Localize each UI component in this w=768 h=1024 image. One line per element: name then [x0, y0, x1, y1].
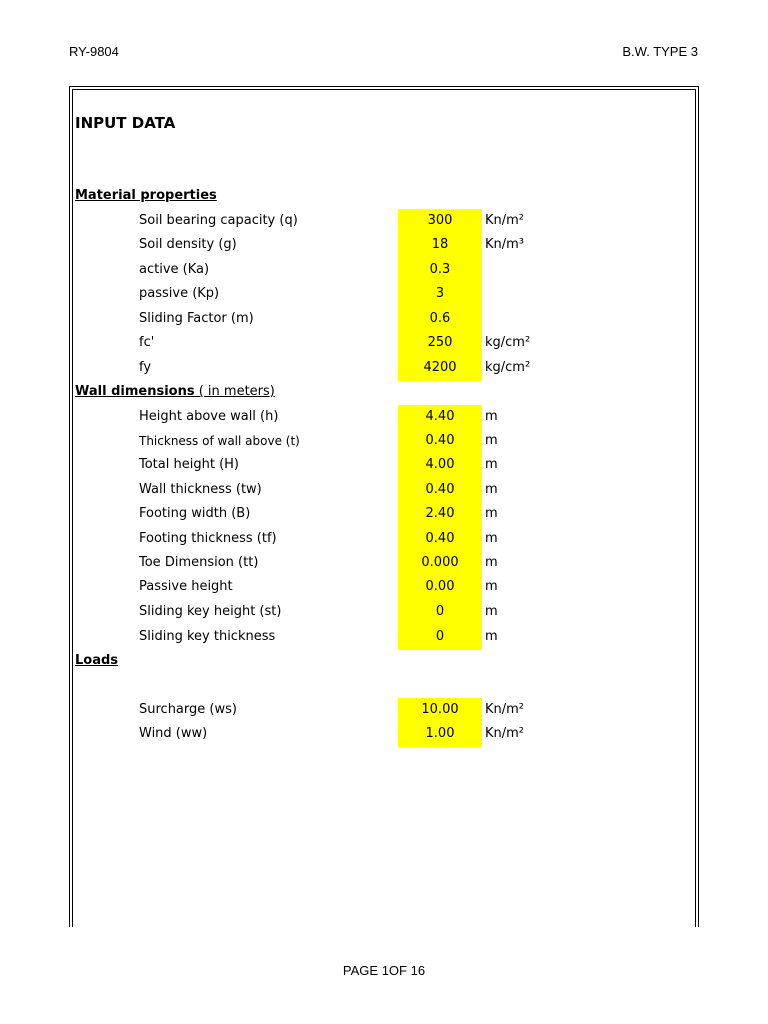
row-label: Footing thickness (tf) — [139, 531, 277, 546]
document-type: B.W. TYPE 3 — [622, 44, 698, 59]
input-value[interactable]: 1.00 — [425, 726, 455, 741]
input-value[interactable]: 0.40 — [425, 433, 455, 448]
row-label: Thickness of wall above (t) — [139, 434, 300, 448]
row-label: active (Ka) — [139, 262, 210, 277]
row-label: Surcharge (ws) — [139, 702, 237, 717]
input-value[interactable]: 4200 — [423, 360, 457, 375]
row-unit: m — [485, 579, 498, 594]
document-code: RY-9804 — [69, 44, 119, 59]
section-wall-note: ( in meters) — [194, 384, 275, 399]
row-label: Sliding key height (st) — [139, 604, 282, 619]
row-unit: kg/cm² — [485, 335, 531, 350]
row-unit: Kn/m² — [485, 702, 525, 717]
row-unit: m — [485, 555, 498, 570]
input-value[interactable]: 0.00 — [425, 579, 455, 594]
row-label: fc' — [139, 335, 155, 350]
row-label: Total height (H) — [139, 457, 239, 472]
row-unit: m — [485, 457, 498, 472]
row-label: Wall thickness (tw) — [139, 482, 262, 497]
row-unit: m — [485, 629, 498, 644]
input-value[interactable]: 0 — [435, 629, 445, 644]
row-label: Soil bearing capacity (q) — [139, 213, 298, 228]
row-label: Footing width (B) — [139, 506, 251, 521]
row-unit: m — [485, 409, 498, 424]
input-value[interactable]: 10.00 — [421, 702, 459, 717]
row-unit: m — [485, 433, 498, 448]
input-value[interactable]: 0.000 — [421, 555, 459, 570]
input-value[interactable]: 0.3 — [429, 262, 451, 277]
input-value[interactable]: 0.40 — [425, 482, 455, 497]
input-value[interactable]: 300 — [427, 213, 453, 228]
input-value[interactable]: 0 — [435, 604, 445, 619]
section-wall-dimensions — [75, 384, 275, 399]
row-label: passive (Kp) — [139, 286, 220, 301]
input-value[interactable]: 18 — [431, 237, 449, 252]
row-unit: m — [485, 482, 498, 497]
section-wall-title: Wall dimensions — [75, 384, 195, 399]
input-value[interactable]: 4.40 — [425, 409, 455, 424]
row-label: Height above wall (h) — [139, 409, 279, 424]
row-unit: m — [485, 604, 498, 619]
input-value[interactable]: 2.40 — [425, 506, 455, 521]
section-material-properties: Material properties — [75, 188, 217, 203]
row-unit: Kn/m² — [485, 726, 525, 741]
row-label: Passive height — [139, 579, 233, 594]
row-label: Toe Dimension (tt) — [139, 555, 259, 570]
row-unit: m — [485, 531, 498, 546]
row-unit: Kn/m³ — [485, 237, 525, 252]
input-value[interactable]: 0.6 — [429, 311, 451, 326]
row-label: Sliding Factor (m) — [139, 311, 254, 326]
page-number: PAGE 1OF 16 — [342, 963, 426, 978]
input-value[interactable]: 4.00 — [425, 457, 455, 472]
input-value[interactable]: 3 — [435, 286, 445, 301]
input-value[interactable]: 250 — [427, 335, 453, 350]
row-label: fy — [139, 360, 152, 375]
row-label: Soil density (g) — [139, 237, 237, 252]
row-unit: Kn/m² — [485, 213, 525, 228]
row-unit: m — [485, 506, 498, 521]
row-unit: kg/cm² — [485, 360, 531, 375]
input-value[interactable]: 0.40 — [425, 531, 455, 546]
section-loads: Loads — [75, 653, 119, 668]
page-title: INPUT DATA — [75, 114, 176, 132]
row-label: Wind (ww) — [139, 726, 208, 741]
row-label: Sliding key thickness — [139, 629, 276, 644]
